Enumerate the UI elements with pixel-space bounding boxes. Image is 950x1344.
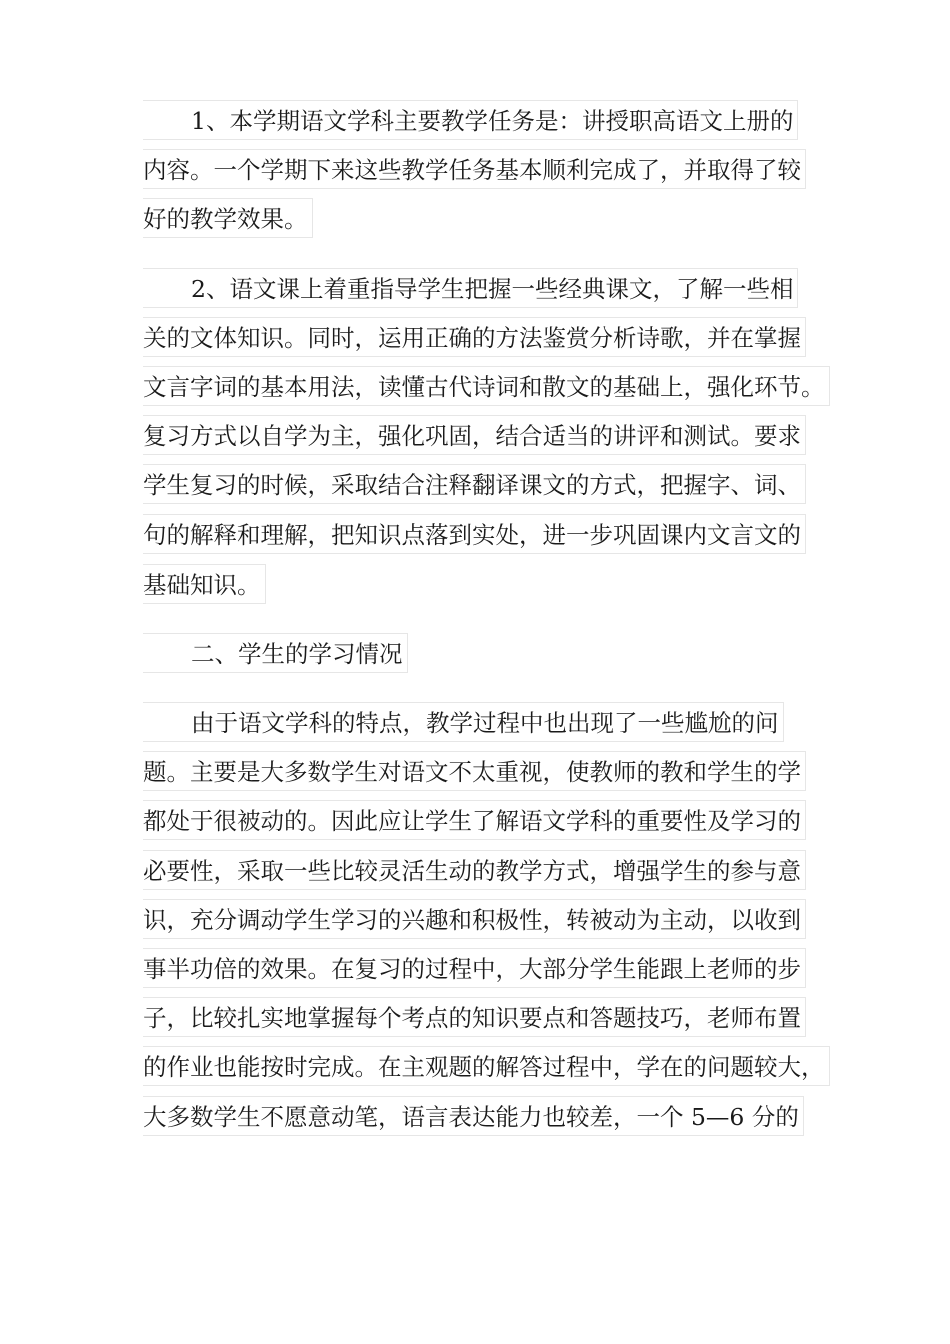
text-line: 2、语文课上着重指导学生把握一些经典课文，了解一些相 <box>143 268 798 308</box>
text-line: 由于语文学科的特点，教学过程中也出现了一些尴尬的问 <box>143 702 784 742</box>
text-line: 文言字词的基本用法，读懂古代诗词和散文的基础上，强化环节。 <box>143 366 830 406</box>
text-line: 必要性，采取一些比较灵活生动的教学方式，增强学生的参与意 <box>143 850 806 890</box>
text-line: 句的解释和理解，把知识点落到实处，进一步巩固课内文言文的 <box>143 514 806 554</box>
text-line: 1、本学期语文学科主要教学任务是：讲授职高语文上册的 <box>143 100 798 140</box>
text-line: 大多数学生不愿意动笔，语言表达能力也较差，一个 5—6 分的 <box>143 1096 804 1136</box>
text-line: 基础知识。 <box>143 564 266 604</box>
text-line: 事半功倍的效果。在复习的过程中，大部分学生能跟上老师的步 <box>143 948 806 988</box>
section-heading: 二、学生的学习情况 <box>143 633 408 673</box>
text-line: 都处于很被动的。因此应让学生了解语文学科的重要性及学习的 <box>143 800 806 840</box>
text-line: 题。主要是大多数学生对语文不太重视，使教师的教和学生的学 <box>143 751 806 791</box>
text-line: 的作业也能按时完成。在主观题的解答过程中，学在的问题较大， <box>143 1046 830 1086</box>
text-line: 内容。一个学期下来这些教学任务基本顺利完成了，并取得了较 <box>143 149 806 189</box>
text-line: 学生复习的时候，采取结合注释翻译课文的方式，把握字、词、 <box>143 464 806 504</box>
text-line: 复习方式以自学为主，强化巩固，结合适当的讲评和测试。要求 <box>143 415 806 455</box>
text-line: 关的文体知识。同时，运用正确的方法鉴赏分析诗歌，并在掌握 <box>143 317 806 357</box>
text-line: 子，比较扎实地掌握每个考点的知识要点和答题技巧，老师布置 <box>143 997 806 1037</box>
text-line: 好的教学效果。 <box>143 198 313 238</box>
text-line: 识，充分调动学生学习的兴趣和积极性，转被动为主动，以收到 <box>143 899 806 939</box>
